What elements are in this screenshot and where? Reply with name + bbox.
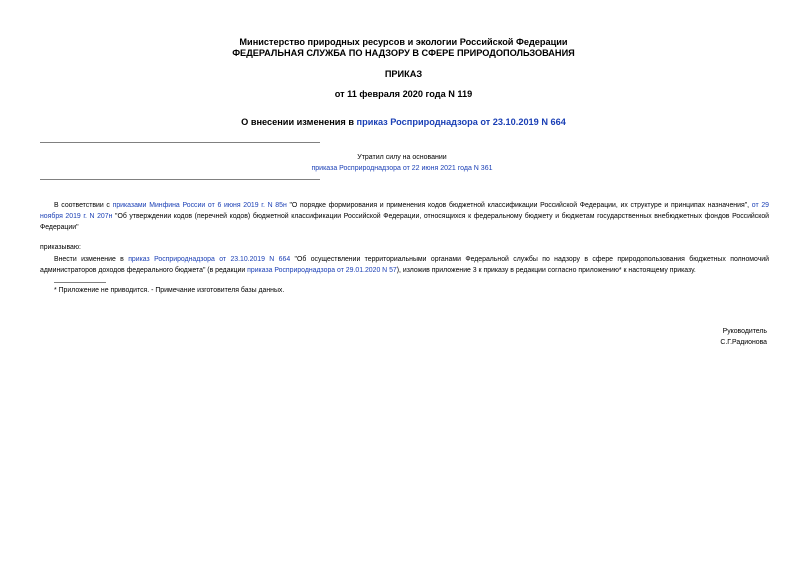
footnote-rule [54,282,106,283]
cancel-note-line2 [40,164,764,174]
divider-top [40,142,320,143]
cancel-note-link[interactable]: приказа Росприроднадзора от 22 июня 2021 года N 361 [311,165,493,172]
signature-position: Руководитель [722,328,767,335]
paragraph-basis-text-3: "Об утверждении кодов (перечней кодов) бюджетной классификации Российской Федерации, относящихся к федеральному бюджету и бюджетам государственных внебюджетных фондов Российской Федерации" [40,213,770,231]
doc-title-link[interactable]: приказ Росприроднадзора от 23.10.2019 N 664 [356,117,566,127]
minfin-order-207n-link[interactable]: от 29 ноября 2019 г. N 207н [40,202,769,220]
paragraph-basis [40,200,769,233]
paragraph-order-text-1: Внести изменение в [54,256,129,263]
divider-bottom [40,179,320,180]
paragraph-order-text-2: "Об осуществлении территориальными органами Федеральной службы по надзору в сфере природопользования бюджетных полномочий администраторов доходов федерального бюджета" (в редакции [40,256,769,274]
signature-name: С.Г.Радионова [720,339,767,346]
doc-type: ПРИКАЗ [384,69,423,79]
paragraph-order [40,254,769,276]
service-name: ФЕДЕРАЛЬНАЯ СЛУЖБА ПО НАДЗОРУ В СФЕРЕ ПРИРОДОПОЛЬЗОВАНИЯ [232,48,575,58]
doc-date-number: от 11 февраля 2020 года N 119 [334,89,473,99]
paragraph-order-text-3: ), изложив приложение 3 к приказу в редакции согласно приложению* к настоящему приказу. [396,267,696,274]
order-word: приказываю: [40,244,81,251]
paragraph-basis-text-2: "О порядке формирования и применения кодов бюджетной классификации Российской Федерации, их структуре и принципах назначения", [286,202,752,209]
ministry-name: Министерство природных ресурсов и экологии Российской Федерации [239,37,568,47]
doc-title [0,116,807,128]
footnote: * Приложение не приводится. - Примечание изготовителя базы данных. [54,287,285,294]
doc-title-text: О внесении изменения в [241,117,357,127]
paragraph-basis-text-1: В соответствии с [54,202,113,209]
minfin-order-85n-link[interactable]: приказами Минфина России от 6 июня 2019 г. N 85н [112,202,287,209]
cancel-note-line1: Утратил силу на основании [357,154,447,161]
order-664-link[interactable]: приказ Росприроднадзора от 23.10.2019 N 664 [128,256,291,263]
order-57-link[interactable]: приказа Росприроднадзора от 29.01.2020 N 57 [247,267,397,274]
